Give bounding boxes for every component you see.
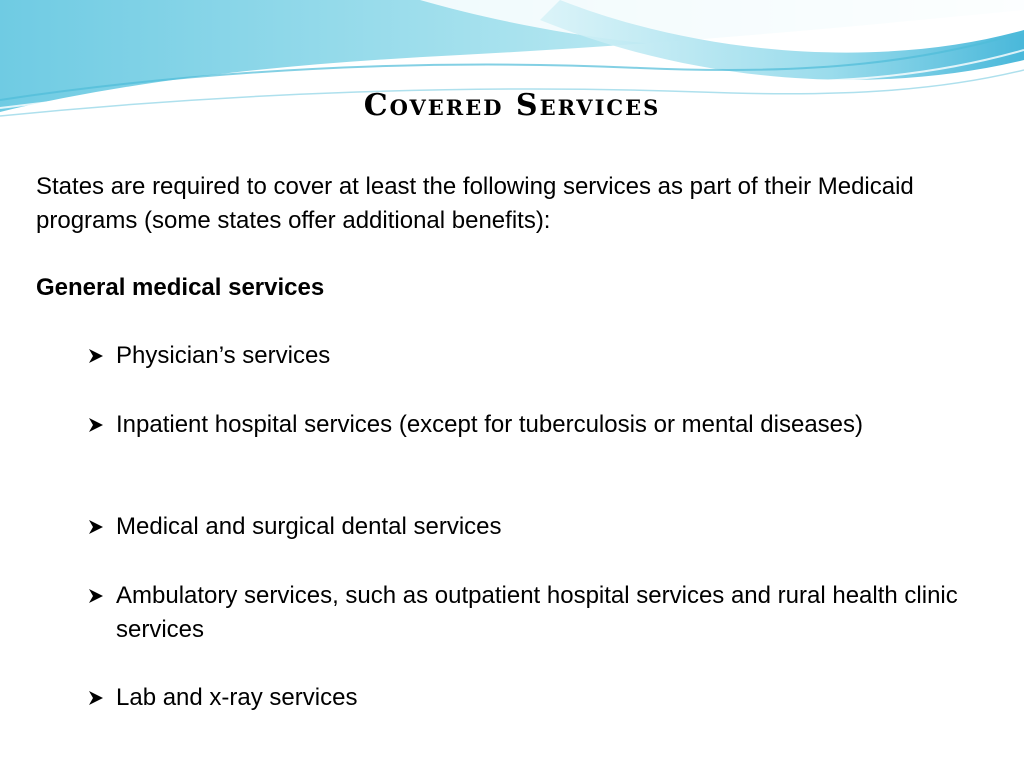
arrowhead-bullet-icon <box>86 579 116 613</box>
list-item <box>86 681 976 715</box>
list-item <box>86 510 976 544</box>
section-heading: General medical services <box>36 274 325 301</box>
list-item <box>86 339 976 373</box>
list-item-text: Lab and x-ray services <box>116 684 358 711</box>
arrowhead-bullet-icon <box>86 681 116 715</box>
list-item <box>86 579 976 647</box>
slide-title: Covered Services <box>363 88 661 123</box>
arrowhead-bullet-icon <box>86 339 116 373</box>
arrowhead-bullet-icon <box>86 510 116 544</box>
list-item-text: Physician’s services <box>116 342 331 369</box>
arrowhead-bullet-icon <box>86 408 116 442</box>
list-item-text: Ambulatory services, such as outpatient hospital services and rural health clinic services <box>116 582 958 643</box>
list-item <box>86 408 976 442</box>
intro-paragraph: States are required to cover at least the following services as part of their Medicaid programs (some states offer additional benefits): <box>36 173 914 234</box>
list-item-text: Medical and surgical dental services <box>116 513 502 540</box>
list-item-text: Inpatient hospital services (except for tuberculosis or mental diseases) <box>116 411 864 438</box>
